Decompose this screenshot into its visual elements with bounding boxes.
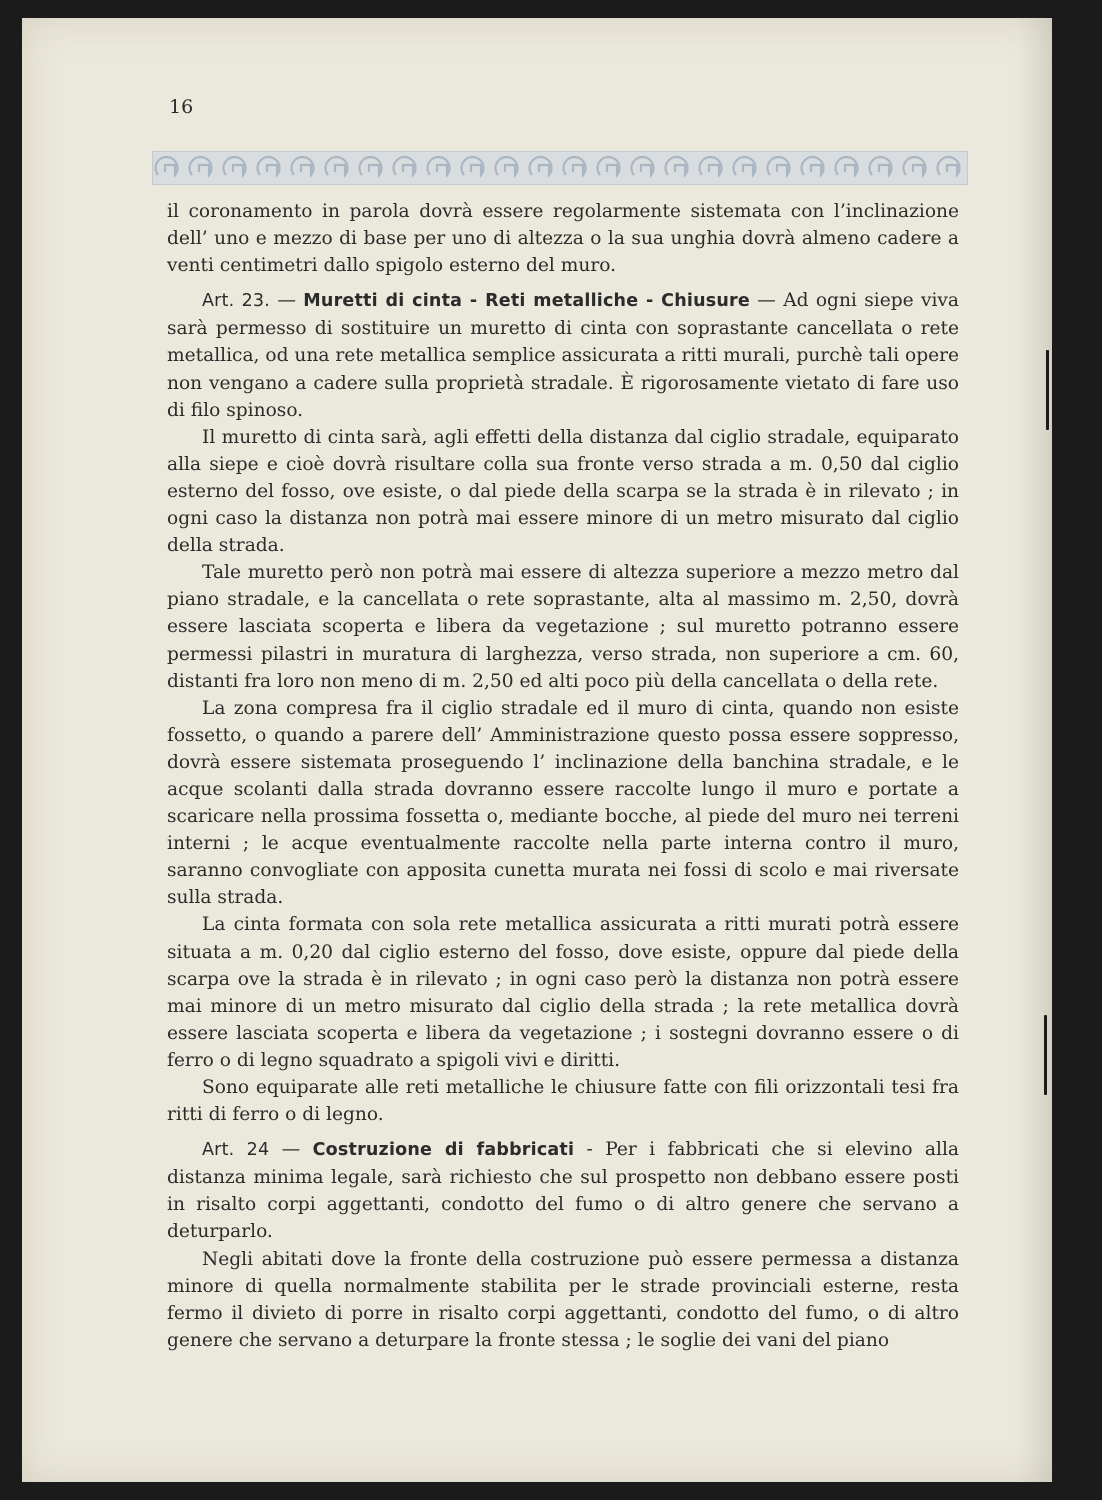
paragraph: Negli abitati dove la fronte della costruzione può essere permessa a distanza minore di quella normalmente stabilita per le strade provinciali esterne, resta fermo il divieto di porre in risalto corpi aggettanti, condotto del fumo, o di altro genere che servano a deturpare la fronte stessa ; le soglie dei vani del piano	[167, 1248, 959, 1351]
page-edge-shade	[1018, 18, 1052, 1482]
paragraph: La zona compresa fra il ciglio stradale ed il muro di cinta, quando non esiste fossetto, o quando a parere dell’ Amministrazione questo possa essere soppresso, dovrà essere sistemata proseguendo l’ inclinazione della banchina stradale, e le acque scolanti dalla strada dovranno essere raccolte lungo il muro e portate a scaricare nella prossima fossetta o, mediante bocche, al piede del muro nei terreni interni ; le acque eventualmente raccolte nella parte interna contro il muro, saranno convogliate con apposita cunetta murata nei fossi di scolo e mai riversate sulla strada.	[167, 697, 959, 909]
article-24-paragraph	[167, 1136, 959, 1245]
paragraph: La cinta formata con sola rete metallica assicurata a ritti murati potrà essere situata a m. 0,20 dal ciglio esterno del fosso, dove esiste, oppure dal piede della scarpa ove la strada è in rilevato ; in ogni caso però la distanza non potrà essere mai minore di un metro misurato dal ciglio della strada ; la rete metallica dovrà essere lasciata scoperta e libera da vegetazione ; i sostegni dovranno essere o di ferro o di legno squadrato a spigoli vivi e diritti.	[167, 914, 959, 1071]
article-23-number: Art. 23.	[202, 291, 271, 312]
binding-mark	[1044, 1015, 1047, 1095]
paragraph: Sono equiparate alle reti metalliche le chiusure fatte con fili orizzontali tesi fra ritti di ferro o di legno.	[167, 1077, 959, 1126]
document-page	[22, 18, 1052, 1482]
article-24-dash: —	[269, 1139, 313, 1161]
article-24-number: Art. 24	[202, 1140, 270, 1161]
article-23-paragraph	[167, 287, 959, 423]
article-23-heading: Muretti di cinta - Reti metalliche - Chiusure	[303, 291, 750, 312]
body-text	[167, 198, 959, 1354]
article-24-text: - Per i fabbricati che si elevino alla distanza minima legale, sarà richiesto che sul prospetto non debbano essere posti in risalto corpi aggettanti, condotto del fumo o di altro genere che servano a deturparlo.	[167, 1139, 959, 1243]
paragraph: Tale muretto però non potrà mai essere di altezza superiore a mezzo metro dal piano stradale, e la cancellata o rete soprastante, alta al massimo m. 2,50, dovrà essere lasciata scoperta e libera da vegetazione ; sul muretto potranno essere permessi pilastri in muratura di larghezza, verso strada, non superiore a cm. 60, distanti fra loro non meno di m. 2,50 ed alti poco più della cancellata o della rete.	[167, 562, 959, 692]
article-23-text: — Ad ogni siepe viva sarà permesso di sostituire un muretto di cinta con soprastante cancellata o rete metallica, od una rete metallica semplice assicurata a ritti murali, purchè tali opere non vengano a cadere sulla proprietà stradale. È rigorosamente vietato di fare uso di filo spinoso.	[167, 290, 959, 421]
paragraph: Il muretto di cinta sarà, agli effetti della distanza dal ciglio stradale, equiparato alla siepe e cioè dovrà risultare colla sua fronte verso strada a m. 0,50 dal ciglio esterno del fosso, ove esiste, o dal piede della scarpa se la strada è in rilevato ; in ogni caso la distanza non potrà mai essere minore di un metro misurato dal ciglio della strada.	[167, 426, 959, 557]
article-24-heading: Costruzione di fabbricati	[312, 1140, 575, 1161]
ornamental-border	[152, 151, 968, 185]
article-23-dash: —	[270, 290, 304, 312]
binding-mark	[1046, 350, 1049, 430]
page-number: 16	[169, 96, 194, 118]
paragraph-continuation: il coronamento in parola dovrà essere regolarmente sistemata con l’inclinazione dell’ uno e mezzo di base per uno di altezza o la sua unghia dovrà almeno cadere a venti centimetri dallo spigolo esterno del muro.	[167, 201, 959, 277]
